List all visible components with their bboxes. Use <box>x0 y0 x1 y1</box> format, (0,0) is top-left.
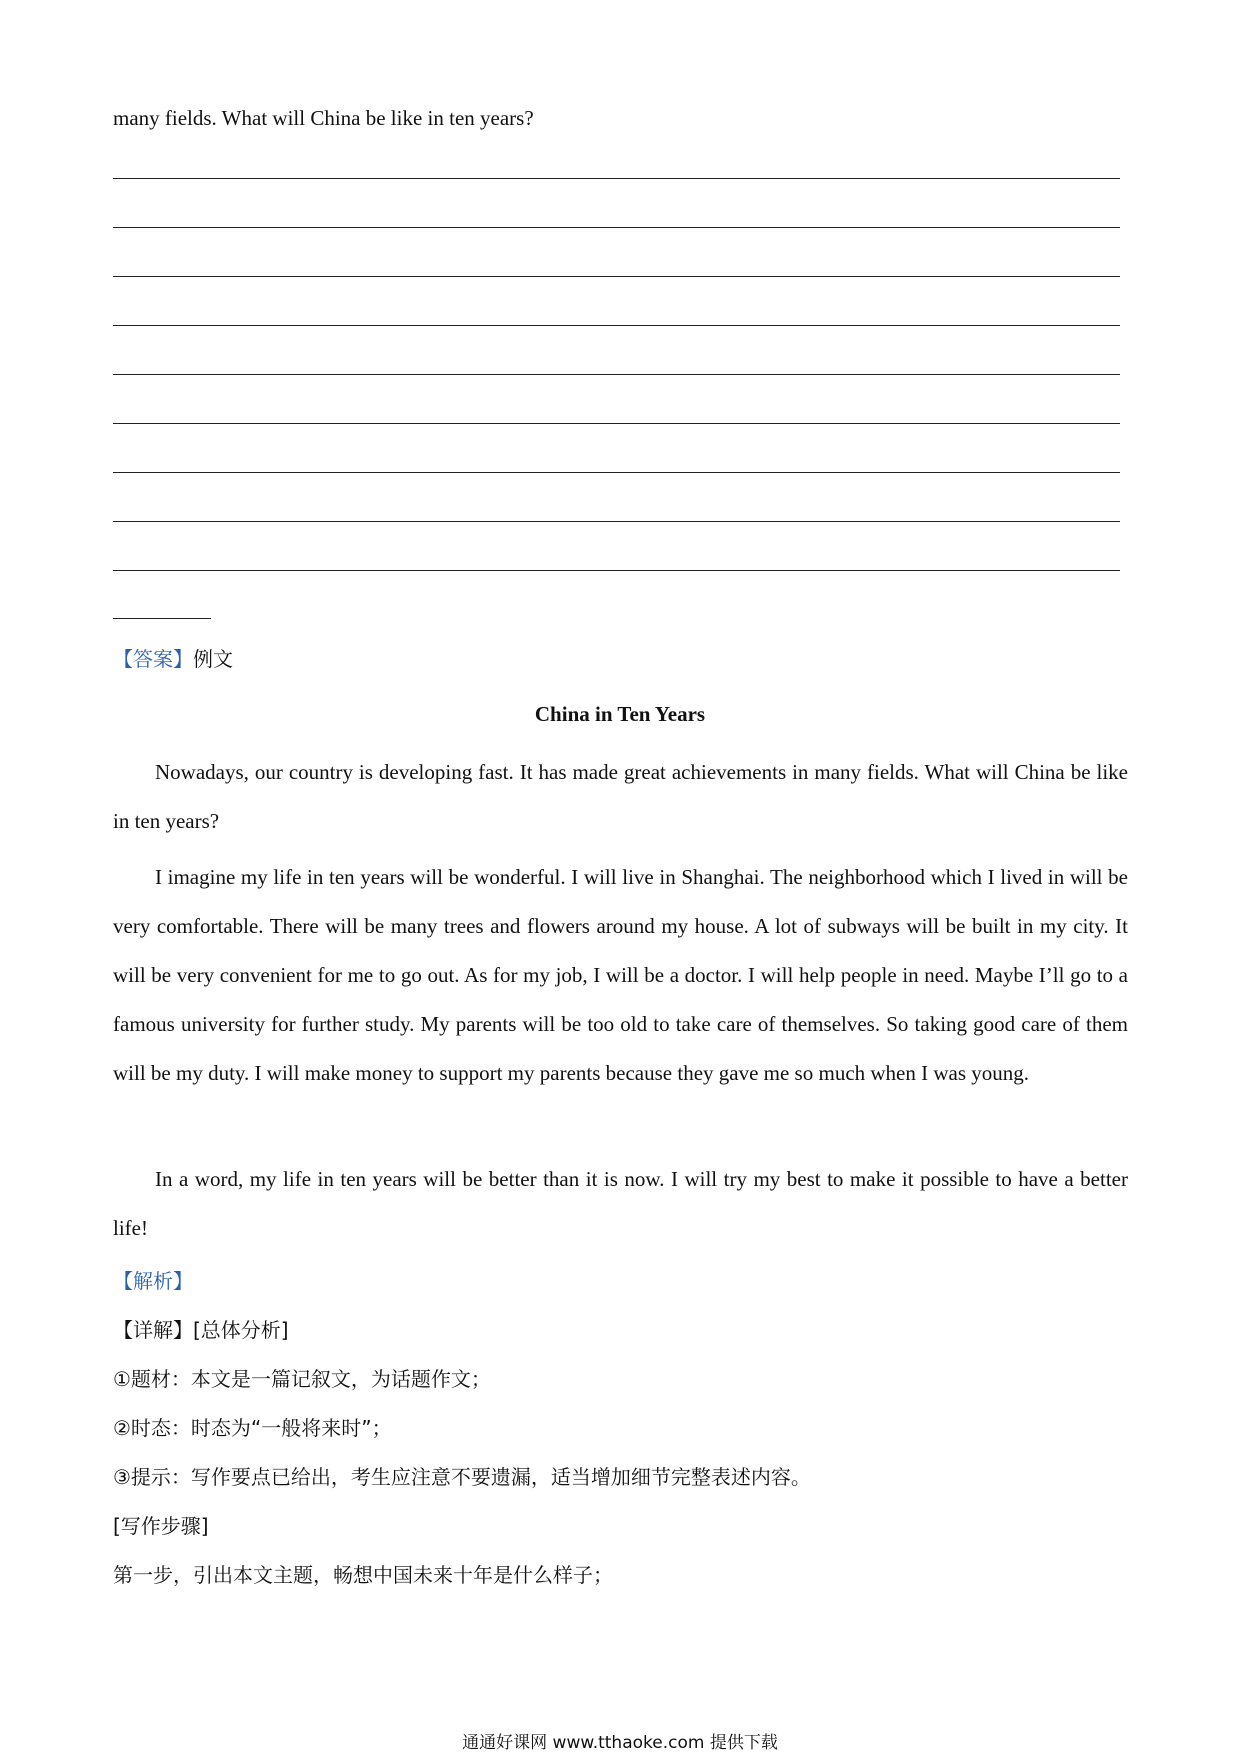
essay-paragraph: Nowadays, our country is developing fast. It has made great achievements in many fields. What will China be like in ten years? <box>113 760 1128 833</box>
analysis-tag: 【解析】 <box>113 1269 193 1293</box>
essay-paragraph: I imagine my life in ten years will be wonderful. I will live in Shanghai. The neighborhood which I lived in will be very comfortable. There will be many trees and flowers around my house. A lot of subways will be built in my city. It will be very convenient for me to go out. As for my job, I will be a doctor. I will help people in need. Maybe I’ll go to a famous university for further study. My parents will be too old to take care of themselves. So taking good care of them will be my duty. I will make money to support my parents because they gave me so much when I was young. <box>113 865 1128 1085</box>
detail-tag: 【详解】 <box>113 1318 193 1342</box>
answer-line <box>113 374 1120 375</box>
answer-line <box>113 276 1120 277</box>
page-footer: 通通好课网 www.tthaoke.com 提供下载 <box>462 1733 778 1753</box>
answer-line <box>113 472 1120 473</box>
overall-analysis-label: [总体分析] <box>193 1318 289 1342</box>
answer-label: 例文 <box>193 647 233 671</box>
essay-title: China in Ten Years <box>534 702 706 726</box>
detail-heading <box>113 1314 289 1343</box>
answer-line-short <box>113 618 211 619</box>
steps-heading: [写作步骤] <box>113 1514 209 1538</box>
answer-line <box>113 521 1120 522</box>
analysis-point: ③提示：写作要点已给出，考生应注意不要遗漏，适当增加细节完整表述内容。 <box>113 1465 811 1489</box>
analysis-point: ①题材：本文是一篇记叙文，为话题作文； <box>113 1367 491 1391</box>
step-one: 第一步，引出本文主题，畅想中国未来十年是什么样子； <box>113 1563 613 1587</box>
answer-line <box>113 570 1120 571</box>
answer-heading <box>113 643 233 672</box>
question-tail-line: many fields. What will China be like in ten years? <box>113 106 534 130</box>
analysis-point: ②时态：时态为“一般将来时”； <box>113 1416 392 1440</box>
answer-line <box>113 178 1120 179</box>
answer-line <box>113 423 1120 424</box>
answer-line <box>113 227 1120 228</box>
essay-paragraph: In a word, my life in ten years will be better than it is now. I will try my best to make it possible to have a better life! <box>113 1167 1128 1240</box>
answer-tag: 【答案】 <box>113 647 193 671</box>
answer-line <box>113 325 1120 326</box>
